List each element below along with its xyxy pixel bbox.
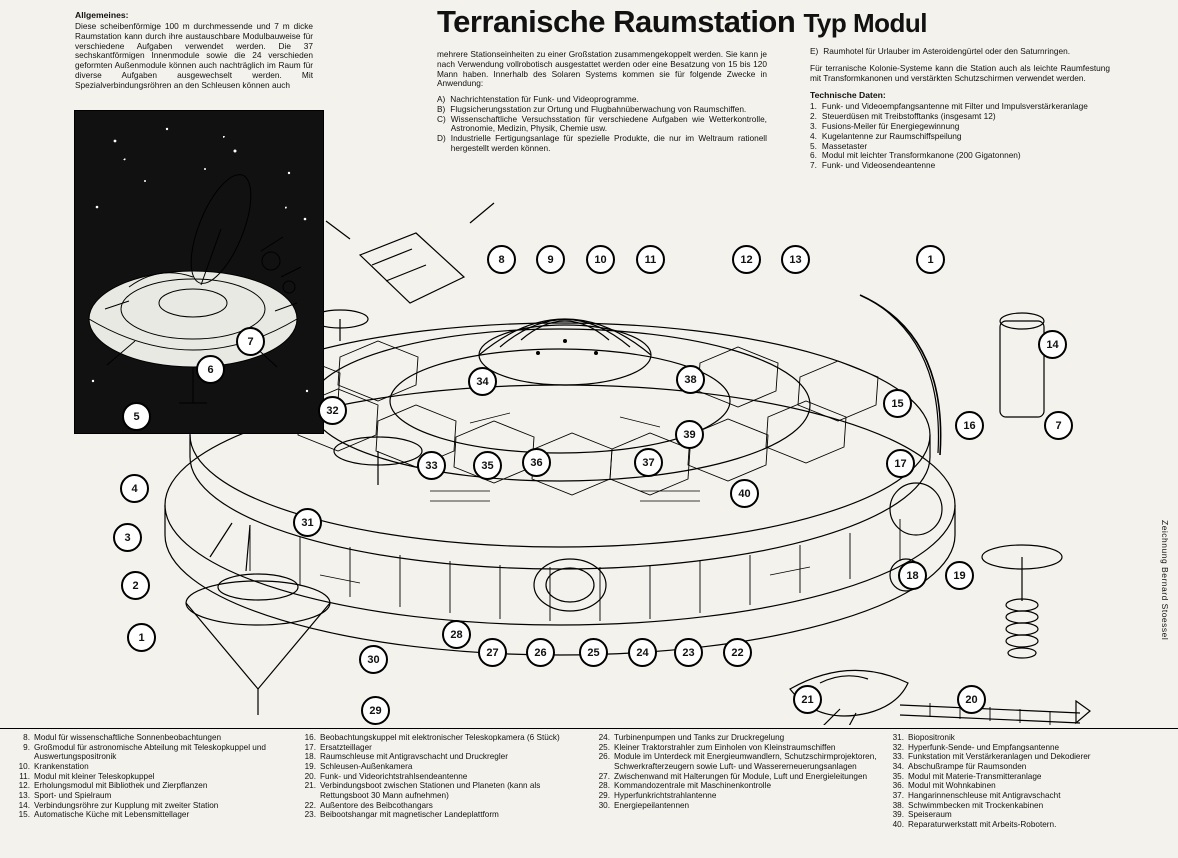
item-key: A) — [437, 94, 446, 105]
legend-number: 14. — [18, 800, 30, 810]
allgemeines-body: Diese scheibenförmige 100 m durchmessende und 7 m dicke Raumstation kann durch ihre austauschbare Modulbauweise für verschiedene Aufgaben verwendet werden. Die 37 sechskantförmigen Innenmodule sowie die 24 verschieden geformten Außenmodule können auch nachträglich im Raum für diverse Aufgaben ausgewechselt werden. Mit Spezialverbindungsröhren an den Schleusen können auch — [75, 21, 313, 90]
legend-number: 30. — [598, 800, 610, 810]
col3-paragraph: Für terranische Kolonie-Systeme kann die Station auch als leichte Raumfestung mit Transformkanonen und verstärkten Schutzschirmen verwendet werden. — [810, 62, 1110, 83]
legend-item — [888, 791, 1174, 801]
legend-number: 40. — [892, 820, 904, 830]
legend-text: Turbinenpumpen und Tanks zur Druckregelung — [614, 733, 785, 742]
legend-number: 10. — [18, 762, 30, 772]
col2-intro: mehrere Stationseinheiten zu einer Großstation zusammengekoppelt werden. Sie kann je nach Verwendung vollrobotisch ausgestattet werden oder eine Besatzung von 15 bis 120 Mann haben. Innerhalb des Solaren Systems kommen sie für folgende Zwecke in Anwendung: — [437, 49, 767, 89]
item-text: Flugsicherungsstation zur Ortung und Flugbahnüberwachung von Raumschiffen. — [450, 103, 747, 114]
legend-number: 18. — [304, 752, 316, 762]
callout-38[interactable]: 38 — [676, 365, 705, 394]
item-text: Steuerdüsen mit Treibstofftanks (insgesamt 12) — [821, 111, 996, 122]
callout-5[interactable]: 5 — [122, 402, 151, 431]
legend-item — [14, 781, 294, 791]
legend-text: Erholungsmodul mit Bibliothek und Zierpflanzen — [34, 781, 208, 791]
item-key: C) — [437, 113, 446, 124]
legend-number: 29. — [598, 791, 610, 801]
callout-9[interactable]: 9 — [536, 245, 565, 274]
title-main: Terranische Raumstation — [437, 4, 796, 39]
legend-text: Großmodul für astronomische Abteilung mit Teleskopkuppel und Auswertungspositronik — [34, 742, 266, 762]
callout-31[interactable]: 31 — [293, 508, 322, 537]
callout-4[interactable]: 4 — [120, 474, 149, 503]
legend-text: Modul mit Wohnkabinen — [908, 781, 996, 791]
item-text: Kugelantenne zur Raumschiffspeilung — [821, 130, 962, 141]
legend-item — [888, 752, 1174, 762]
callout-24[interactable]: 24 — [628, 638, 657, 667]
legend-number: 28. — [598, 781, 610, 791]
callout-17[interactable]: 17 — [886, 449, 915, 478]
legend-text: Hyperfunk-Sende- und Empfangsantenne — [908, 742, 1060, 752]
callout-28[interactable]: 28 — [442, 620, 471, 649]
legend-item — [300, 733, 590, 743]
callout-32[interactable]: 32 — [318, 396, 347, 425]
title-sub: Typ Modul — [803, 8, 927, 38]
item-key: D) — [437, 133, 446, 144]
callout-2[interactable]: 2 — [121, 571, 150, 600]
list-item — [810, 47, 1110, 57]
item-key: 4. — [810, 130, 817, 141]
legend-item — [594, 733, 884, 743]
page-title — [437, 4, 1077, 40]
callout-27[interactable]: 27 — [478, 638, 507, 667]
legend-column-3 — [594, 733, 884, 810]
legend-text: Abschußrampe für Raumsonden — [908, 762, 1027, 772]
item-key: 7. — [810, 160, 817, 171]
legend-number: 21. — [304, 781, 316, 791]
callout-1-top[interactable]: 1 — [916, 245, 945, 274]
legend-number: 32. — [892, 742, 904, 752]
legend-item — [14, 791, 294, 801]
legend-text: Kommandozentrale mit Maschinenkontrolle — [614, 781, 772, 791]
legend-item — [300, 743, 590, 753]
legend-text: Hyperfunkrichtstrahlantenne — [614, 791, 717, 801]
legend-column-1 — [14, 733, 294, 820]
legend-number: 15. — [18, 810, 30, 820]
legend-number: 35. — [892, 771, 904, 781]
item-text: Funk- und Videosendeantenne — [821, 160, 936, 171]
callout-15[interactable]: 15 — [883, 389, 912, 418]
legend-text: Modul mit Materie-Transmitteranlage — [908, 771, 1042, 781]
legend-number: 25. — [598, 742, 610, 752]
legend-number: 27. — [598, 771, 610, 781]
legend-number: 12. — [18, 781, 30, 791]
legend-item — [14, 810, 294, 820]
item-text: Massetaster — [821, 140, 868, 151]
callout-33[interactable]: 33 — [417, 451, 446, 480]
callout-6[interactable]: 6 — [196, 355, 225, 384]
item-key: B) — [437, 103, 446, 114]
callout-29[interactable]: 29 — [361, 696, 390, 725]
legend-text: Ersatzteillager — [320, 742, 372, 752]
callout-26[interactable]: 26 — [526, 638, 555, 667]
callout-11[interactable]: 11 — [636, 245, 665, 274]
item-text: Wissenschaftliche Versuchsstation für verschiedene Aufgaben wie Wetterkontrolle, Astronomie, Medizin, Physik, Chemie usw. — [450, 113, 767, 134]
item-key: 3. — [810, 121, 817, 132]
allgemeines-heading: Allgemeines: — [75, 10, 129, 20]
legend-item — [14, 772, 294, 782]
callout-40[interactable]: 40 — [730, 479, 759, 508]
callout-25[interactable]: 25 — [579, 638, 608, 667]
legend-item — [888, 762, 1174, 772]
legend-text: Biopositronik — [908, 733, 955, 742]
legend-text: Kleiner Traktorstrahler zum Einholen von Kleinstraumschiffen — [614, 742, 836, 752]
legend-text: Schwimmbecken mit Trockenkabinen — [908, 800, 1044, 810]
legend-text: Beibootshangar mit magnetischer Landeplattform — [320, 810, 499, 820]
legend-text: Funkstation mit Verstärkeranlagen und Dekodierer — [908, 752, 1091, 762]
legend-text: Außentore des Beibcothangars — [320, 800, 433, 810]
legend-item — [888, 810, 1174, 820]
callout-7-left[interactable]: 7 — [236, 327, 265, 356]
legend-item — [300, 772, 590, 782]
callout-13[interactable]: 13 — [781, 245, 810, 274]
legend-number: 24. — [598, 733, 610, 742]
legend-item — [300, 762, 590, 772]
legend-text: Funk- und Videorichtstrahlsendeantenne — [320, 771, 468, 781]
tech-heading: Technische Daten: — [810, 90, 886, 101]
legend-text: Hangarinnenschleuse mit Antigravschacht — [908, 791, 1061, 801]
legend-item — [14, 762, 294, 772]
legend-item — [888, 733, 1174, 743]
item-text: Industrielle Fertigungsanlage für spezielle Produkte, die nur im Weltraum rationell hergestellt werden können. — [450, 133, 767, 154]
legend-number: 37. — [892, 791, 904, 801]
item-text: Nachrichtenstation für Funk- und Videoprogramme. — [450, 94, 639, 105]
legend-item — [888, 820, 1174, 830]
legend-number: 36. — [892, 781, 904, 791]
legend — [0, 728, 1178, 858]
legend-column-4 — [888, 733, 1174, 830]
legend-column-2 — [300, 733, 590, 820]
item-text: Fusions-Meiler für Energiegewinnung — [821, 121, 960, 132]
legend-item — [594, 772, 884, 782]
legend-text: Sport- und Spielraum — [34, 791, 112, 801]
legend-number: 38. — [892, 800, 904, 810]
callout-37[interactable]: 37 — [634, 448, 663, 477]
callout-16[interactable]: 16 — [955, 411, 984, 440]
item-key: 5. — [810, 140, 817, 151]
legend-item — [14, 801, 294, 811]
callout-23[interactable]: 23 — [674, 638, 703, 667]
callout-36[interactable]: 36 — [522, 448, 551, 477]
callout-30[interactable]: 30 — [359, 645, 388, 674]
callout-1-left[interactable]: 1 — [127, 623, 156, 652]
legend-text: Energiepeilantennen — [614, 800, 690, 810]
callout-19[interactable]: 19 — [945, 561, 974, 590]
legend-item — [888, 781, 1174, 791]
legend-number: 19. — [304, 762, 316, 772]
item-key: 6. — [810, 150, 817, 161]
legend-number: 11. — [19, 771, 30, 781]
legend-text: Modul mit kleiner Teleskopkuppel — [34, 771, 155, 781]
callout-12[interactable]: 12 — [732, 245, 761, 274]
legend-text: Krankenstation — [34, 762, 89, 772]
legend-number: 20. — [304, 771, 316, 781]
illustration-inset — [74, 110, 324, 434]
legend-number: 8. — [23, 733, 30, 742]
legend-text: Verbindungsboot zwischen Stationen und Planeten (kann als Rettungsboot 30 Mann aufnehmen) — [320, 781, 541, 801]
legend-number: 33. — [892, 752, 904, 762]
legend-item — [300, 752, 590, 762]
callout-18[interactable]: 18 — [898, 561, 927, 590]
legend-number: 22. — [304, 800, 316, 810]
item-key: 2. — [810, 111, 817, 122]
callout-22[interactable]: 22 — [723, 638, 752, 667]
callout-8[interactable]: 8 — [487, 245, 516, 274]
legend-text: Modul für wissenschaftliche Sonnenbeobachtungen — [34, 733, 222, 742]
legend-number: 31. — [892, 733, 904, 742]
legend-number: 39. — [892, 810, 904, 820]
legend-item — [888, 772, 1174, 782]
item-key: E) — [810, 46, 819, 56]
callout-14[interactable]: 14 — [1038, 330, 1067, 359]
legend-number: 16. — [304, 733, 316, 742]
legend-item — [300, 810, 590, 820]
allgemeines-block — [75, 10, 313, 91]
legend-item — [300, 801, 590, 811]
legend-item — [888, 801, 1174, 811]
legend-text: Zwischenwand mit Halterungen für Module, Luft und Energieleitungen — [614, 771, 868, 781]
inset-station-drawing — [75, 111, 323, 433]
legend-number: 17. — [304, 742, 316, 752]
item-key: 1. — [810, 101, 817, 112]
legend-text: Module im Unterdeck mit Energieumwandlern, Schutzschirmprojektoren, Schwerkrafterzeugern sowie Luft- und Wassererneuerungsanlagen — [614, 752, 877, 772]
legend-item — [14, 743, 294, 762]
legend-item — [888, 743, 1174, 753]
callout-35[interactable]: 35 — [473, 451, 502, 480]
callout-34[interactable]: 34 — [468, 367, 497, 396]
legend-text: Reparaturwerkstatt mit Arbeits-Robotern. — [908, 820, 1057, 830]
callout-3[interactable]: 3 — [113, 523, 142, 552]
legend-text: Beobachtungskuppel mit elektronischer Teleskopkamera (6 Stück) — [320, 733, 560, 742]
legend-item — [594, 791, 884, 801]
item-text: Modul mit leichter Transformkanone (200 Gigatonnen) — [821, 150, 1021, 161]
callout-20[interactable]: 20 — [957, 685, 986, 714]
legend-item — [594, 743, 884, 753]
item-text: Funk- und Videoempfangsantenne mit Filter und Impulsverstärkeranlage — [821, 101, 1088, 112]
legend-item — [300, 781, 590, 800]
legend-number: 34. — [892, 762, 904, 772]
legend-number: 26. — [598, 752, 610, 762]
legend-item — [594, 781, 884, 791]
legend-text: Schleusen-Außenkamera — [320, 762, 413, 772]
callout-7-right[interactable]: 7 — [1044, 411, 1073, 440]
callout-10[interactable]: 10 — [586, 245, 615, 274]
legend-item — [14, 733, 294, 743]
legend-item — [594, 752, 884, 771]
legend-text: Verbindungsröhre zur Kupplung mit zweiter Station — [34, 800, 219, 810]
legend-number: 23. — [304, 810, 316, 820]
legend-text: Speiseraum — [908, 810, 952, 820]
item-text: Raumhotel für Urlauber im Asteroidengürtel oder den Saturnringen. — [823, 46, 1071, 56]
legend-number: 13. — [18, 791, 30, 801]
legend-text: Automatische Küche mit Lebensmittellager — [34, 810, 190, 820]
artist-credit: Zeichnung Bernard Stoessel — [1160, 520, 1170, 641]
legend-number: 9. — [23, 742, 30, 752]
callout-21[interactable]: 21 — [793, 685, 822, 714]
callout-39[interactable]: 39 — [675, 420, 704, 449]
legend-item — [594, 801, 884, 811]
legend-text: Raumschleuse mit Antigravschacht und Druckregler — [320, 752, 508, 762]
